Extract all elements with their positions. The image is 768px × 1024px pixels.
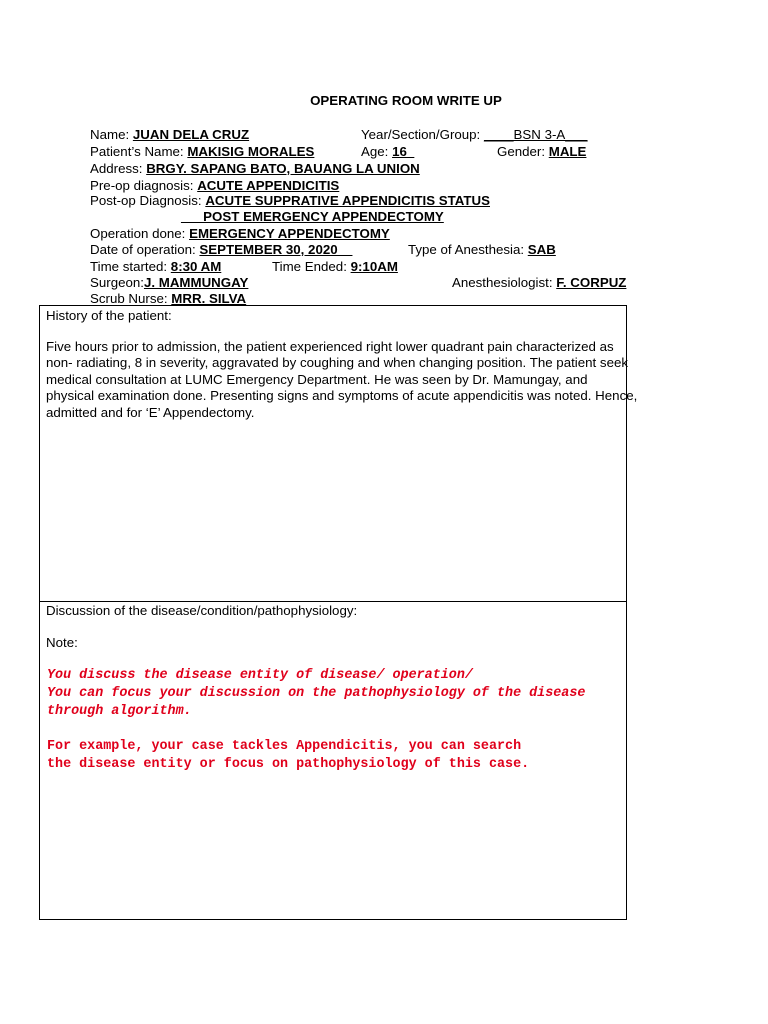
instruction-line-2: You can focus your discussion on the pathophysiology of the disease: [47, 686, 586, 701]
year-section-value: ____BSN 3-A___: [483, 127, 588, 142]
time-ended-value: 9:10AM: [350, 259, 398, 274]
postop-value-line2: ___POST EMERGENCY APPENDECTOMY: [181, 209, 444, 224]
postop-label: Post-op Diagnosis:: [90, 193, 202, 208]
gender-value: MALE: [548, 144, 587, 159]
anesthesiologist-value: F. CORPUZ: [556, 275, 627, 290]
gender-label: Gender:: [497, 144, 546, 159]
year-section-row: [361, 126, 587, 143]
example-line-2: the disease entity or focus on pathophysiology of this case.: [47, 757, 530, 772]
patient-name-value: MAKISIG MORALES: [187, 144, 315, 159]
time-started-label: Time started:: [90, 259, 168, 274]
anesthesia-value: SAB: [527, 242, 556, 257]
patient-name-label: Patient’s Name:: [90, 144, 184, 159]
scrub-nurse-label: Scrub Nurse:: [90, 291, 168, 306]
history-line-4: physical examination done. Presenting signs and symptoms of acute appendicitis was noted. Hence,: [46, 388, 638, 403]
note-label: Note:: [46, 635, 78, 650]
date-row: [90, 241, 352, 258]
preop-value: ACUTE APPENDICITIS: [197, 178, 340, 193]
anesthesiologist-label: Anesthesiologist:: [452, 275, 553, 290]
name-row: [90, 126, 249, 143]
anesthesia-row: [408, 241, 556, 258]
instruction-line-3: through algorithm.: [47, 704, 192, 719]
age-label: Age:: [361, 144, 389, 159]
patient-name-row: [90, 143, 314, 160]
history-heading: History of the patient:: [46, 308, 172, 323]
address-row: [90, 160, 420, 177]
operation-row: [90, 225, 390, 242]
preop-label: Pre-op diagnosis:: [90, 178, 194, 193]
instruction-line-1: You discuss the disease entity of disease/ operation/: [47, 668, 473, 683]
history-line-1: Five hours prior to admission, the patient experienced right lower quadrant pain characterized as: [46, 339, 614, 354]
gender-row: [497, 143, 586, 160]
date-label: Date of operation:: [90, 242, 196, 257]
history-line-5: admitted and for ‘E’ Appendectomy.: [46, 405, 255, 420]
surgeon-label: Surgeon:: [90, 275, 144, 290]
year-section-label: Year/Section/Group:: [361, 127, 481, 142]
age-value: 16_: [392, 144, 415, 159]
age-row: [361, 143, 414, 160]
history-line-2: non- radiating, 8 in severity, aggravated by coughing and when changing position. The patient seek: [46, 355, 629, 370]
discussion-heading: Discussion of the disease/condition/pathophysiology:: [46, 603, 358, 618]
postop-row: [90, 192, 490, 209]
scrub-nurse-value: MRR. SILVA: [171, 291, 247, 306]
operation-value: EMERGENCY APPENDECTOMY: [189, 226, 390, 241]
history-line-3: medical consultation at LUMC Emergency Department. He was seen by Dr. Mamungay, and: [46, 372, 588, 387]
postop-row-2: [181, 208, 444, 225]
name-value: JUAN DELA CRUZ: [132, 127, 250, 142]
name-label: Name:: [90, 127, 130, 142]
address-label: Address:: [90, 161, 143, 176]
surgeon-value: J. MAMMUNGAY: [143, 275, 249, 290]
date-value: SEPTEMBER 30, 2020__: [199, 242, 353, 257]
time-ended-label: Time Ended:: [272, 259, 347, 274]
example-line-1: For example, your case tackles Appendicitis, you can search: [47, 739, 522, 754]
postop-value-line1: ACUTE SUPPRATIVE APPENDICITIS STATUS: [205, 193, 490, 208]
time-ended-row: [272, 258, 398, 275]
anesthesiologist-row: [452, 274, 626, 291]
document-title: OPERATING ROOM WRITE UP: [310, 93, 502, 108]
address-value: BRGY. SAPANG BATO, BAUANG LA UNION: [146, 161, 420, 176]
operation-label: Operation done:: [90, 226, 186, 241]
time-started-row: [90, 258, 221, 275]
surgeon-row: [90, 274, 248, 291]
anesthesia-label: Type of Anesthesia:: [408, 242, 525, 257]
time-started-value: 8:30 AM: [170, 259, 222, 274]
